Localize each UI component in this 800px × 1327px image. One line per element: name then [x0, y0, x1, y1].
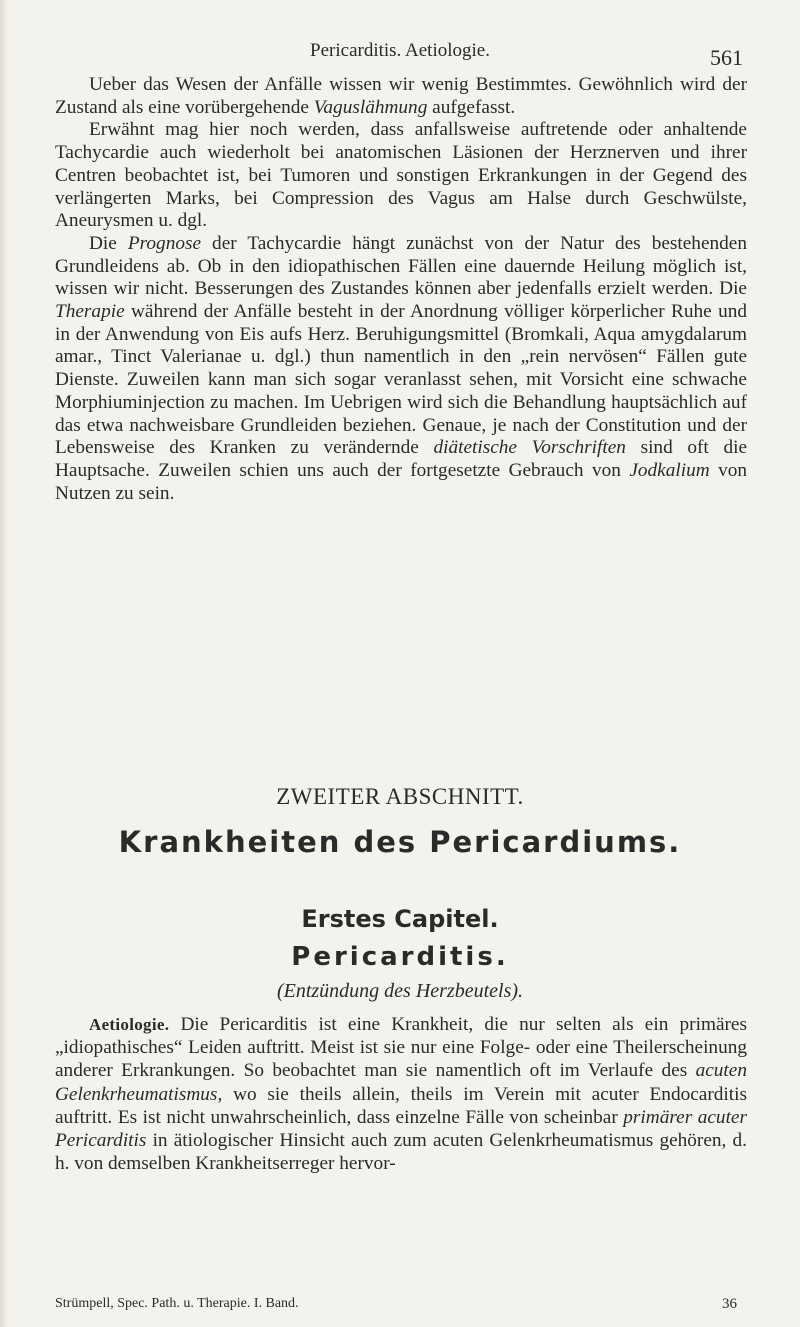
- italic-term: Therapie: [55, 301, 125, 323]
- side-heading: Aetiologie.: [89, 1015, 170, 1034]
- page-footer: [55, 1296, 747, 1316]
- paragraph-erwaehnt: Erwähnt mag hier noch werden, dass anfallsweise auftretende oder anhaltende Tachycardie auch wiederholt bei anatomischen Läsionen der Herznerven und ihrer Centren beobachtet ist, bei Tumoren und sonstigen Erkrankungen in der Gegend des verlängerten Marks, bei Compression des Vagus am Halse durch Geschwülste, Aneurysmen u. dgl.: [55, 119, 747, 232]
- paragraph-text: der Tachycardie hängt zunächst von der Natur des bestehenden Grundleidens ab. Ob in den idiopathischen Fällen eine dauernde Heilung möglich ist, wissen wir nicht. Besserungen des Zustandes können aber jedenfalls erzielt werden. Die: [55, 232, 747, 300]
- footer-citation: Strümpell, Spec. Path. u. Therapie. I. Band.: [55, 1296, 299, 1311]
- italic-term: Jodkalium: [629, 459, 710, 481]
- running-title: Pericarditis. Aetiologie.: [310, 40, 490, 61]
- paragraph-aetiologie: [55, 1013, 747, 1175]
- signature-mark: 36: [722, 1296, 737, 1312]
- paragraph-text: in ätiologischer Hinsicht auch zum acuten Gelenkrheumatismus gehören, d. h. von demselben Krankheitserreger hervor-: [55, 1130, 747, 1175]
- running-header: [0, 40, 800, 70]
- italic-term: acuten Gelenkrheumatismus: [55, 1060, 747, 1105]
- italic-term: primärer acuter Pericarditis: [55, 1106, 747, 1152]
- chapter-label: Erstes Capitel.: [301, 905, 499, 933]
- paragraph-text: , wo sie theils allein, theils im Verein mit acuter Endocarditis auftritt. Es ist nicht unwahrscheinlich, dass einzelne Fälle von scheinbar: [55, 1083, 747, 1128]
- italic-term: Vaguslähmung: [313, 96, 428, 118]
- paragraph-vaguslaehmung: [55, 74, 747, 119]
- section-label: ZWEITER ABSCHNITT.: [276, 784, 524, 809]
- paragraph-prognose: [55, 233, 747, 505]
- page-number: 561: [710, 45, 743, 70]
- paragraph-text: von Nutzen zu sein.: [55, 459, 747, 504]
- paragraph-text: sind oft die Hauptsache. Zuweilen schien uns auch der fortgesetzte Gebrauch von: [55, 437, 748, 481]
- page-edge-shadow: [0, 0, 8, 1327]
- paragraph-text: Ueber das Wesen der Anfälle wissen wir wenig Bestimmtes. Gewöhnlich wird der Zustand als eine vorübergehende: [55, 74, 747, 118]
- paragraph-text: Die Pericarditis ist eine Krankheit, die nur selten als ein primäres „idiopathisches“ Leiden auftritt. Meist ist sie nur eine Folge- oder eine Theilerscheinung anderer Erkrankungen. So beobachtet man sie namentlich oft im Verlaufe des: [55, 1014, 747, 1082]
- body-text-top: [55, 74, 747, 505]
- paragraph-text: Die: [89, 232, 128, 254]
- italic-term: Prognose: [127, 232, 202, 254]
- section-title: Krankheiten des Pericardiums.: [118, 825, 682, 859]
- paragraph-text: aufgefasst.: [427, 96, 516, 118]
- chapter-subtitle: (Entzündung des Herzbeutels).: [276, 980, 524, 1002]
- body-text-bottom: [55, 1013, 747, 1175]
- paragraph-text: während der Anfälle besteht in der Anordnung völliger körperlicher Ruhe und in der Anwendung von Eis aufs Herz. Beruhigungsmittel (Bromkali, Aqua amygdalarum amar., Tinct Valerianae u. dgl.) thun namentlich in den „rein nervösen“ Fällen gute Dienste. Zuweilen kann man sich sogar veranlasst sehen, mit Vorsicht eine schwache Morphiuminjection zu machen. Im Uebrigen wird sich die Behandlung hauptsächlich auf das etwa nachweisbare Grundleiden beziehen. Genaue, je nach der Constitution und der Lebensweise des Kranken zu verändernde: [55, 301, 747, 459]
- chapter-title: Pericarditis.: [291, 942, 509, 972]
- italic-term: diätetische Vorschriften: [433, 437, 626, 459]
